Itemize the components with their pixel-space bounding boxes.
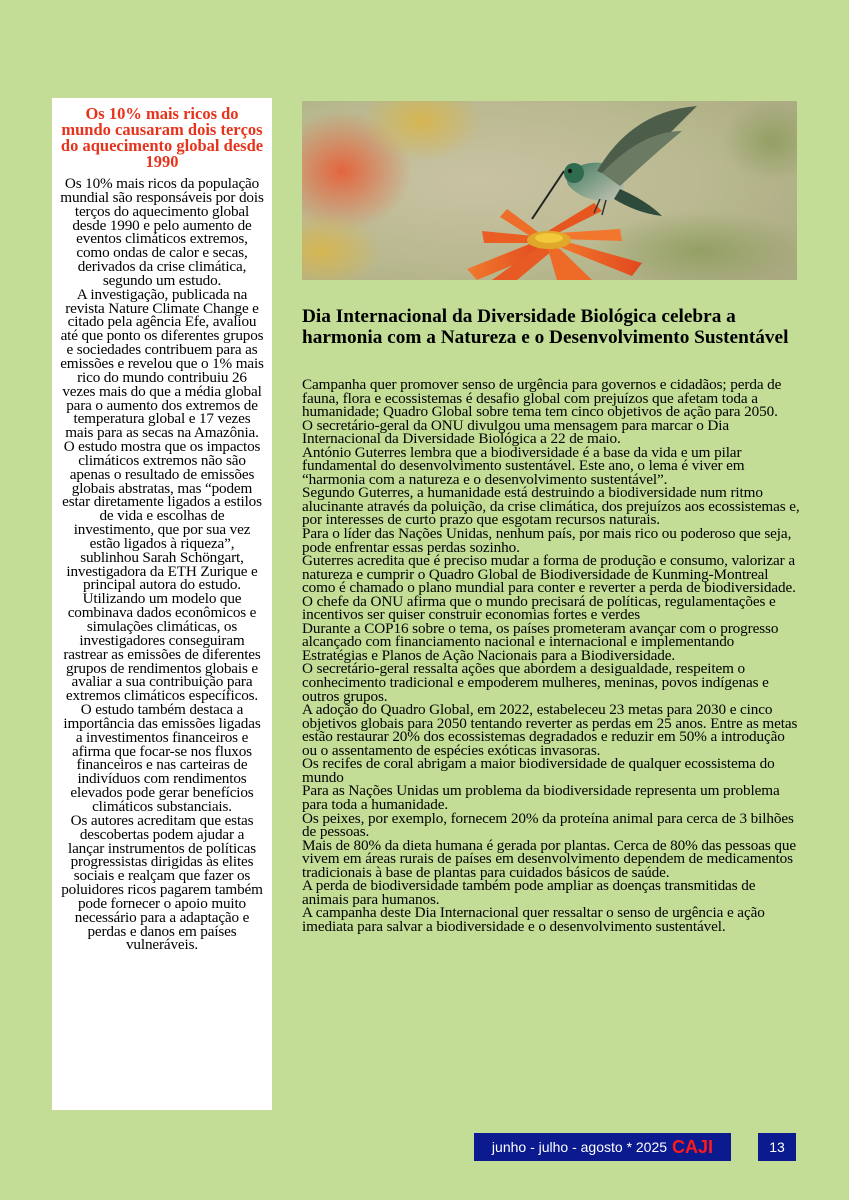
hummingbird-photo: [302, 101, 797, 280]
article-paragraph: Campanha quer promover senso de urgência para governos e cidadãos; perda de fauna, flora e ecossistemas é desafio global com prejuízos que afetam toda a humanidade; Quadro Global sobre tema tem cinco objetivos de ação para 2050.: [302, 378, 782, 421]
sidebar-body: [60, 177, 264, 952]
article-paragraph: Segundo Guterres, a humanidade está destruindo a biodiversidade num ritmo alucinante através da poluição, da crise climática, dos prejuízos aos ecossistemas e, por interesses de curto prazo que esgotam recursos naturais.: [302, 484, 800, 529]
footer-issue-date: junho - julho - agosto * 2025: [491, 1139, 668, 1155]
article-paragraph: Mais de 80% da dieta humana é gerada por plantas. Cerca de 80% das pessoas que vivem em áreas rurais de países em desenvolvimento dependem de medicamentos tradicionais à base de plantas para cuidados básicos de saúde.: [302, 836, 797, 881]
article-body: [302, 378, 800, 1103]
sidebar-paragraph: Utilizando um modelo que combinava dados econômicos e simulações climáticas, os investigadores conseguiram rastrear as emissões de diferentes grupos de rendimentos globais e avaliar a sua contribuição para extremos climáticos específicos.: [63, 590, 261, 705]
sidebar-paragraph: O estudo também destaca a importância das emissões ligadas a investimentos financeiros e afirma que focar-se nos fluxos financeiros e nas carteiras de indivíduos com rendimentos elevados pode gerar benefícios climáticos substanciais.: [63, 701, 261, 815]
article-paragraph: A campanha deste Dia Internacional quer ressaltar o senso de urgência e ação imediata para salvar a biodiversidade e o desenvolvimento sustentável.: [302, 904, 765, 935]
article-paragraph: Durante a COP16 sobre o tema, os países prometeram avançar com o progresso alcançado com financiamento nacional e internacional e implementando Estratégias e Planos de Ação Nacionais para a Biodiversidade.: [302, 619, 779, 664]
article-paragraph: Para as Nações Unidas um problema da biodiversidade representa um problema para toda a humanidade.: [302, 782, 780, 813]
sidebar-paragraph: Os autores acreditam que estas descobertas podem ajudar a lançar instrumentos de políticas progressistas dirigidas às elites sociais e realçam que fazer os poluidores ricos pagarem também pode fornecer o apoio muito necessário para a adaptação e perdas e danos em países vulneráveis.: [61, 811, 263, 954]
hummingbird-illustration: [302, 101, 797, 280]
page-number: 13: [758, 1133, 796, 1161]
footer-brand: CAJI: [672, 1136, 714, 1157]
sidebar-paragraph: Os 10% mais ricos da população mundial são responsáveis por dois terços do aquecimento global desde 1990 e pelo aumento de eventos climáticos extremos, como ondas de calor e secas, derivados da crise climática, segundo um estudo.: [60, 175, 264, 289]
article-paragraph: António Guterres lembra que a biodiversidade é a base da vida e um pilar fundamental do desenvolvimento sustentável. Este ano, o lema é viver em “harmonia com a natureza e o desenvolvimento sustentável”.: [302, 443, 745, 488]
article-paragraph: Guterres acredita que é preciso mudar a forma de produção e consumo, valorizar a natureza e cumprir o Quadro Global de Biodiversidade de Kunming-Montreal como é chamado o plano mundial para conter e reverter a perda de biodiversidade.: [302, 552, 796, 597]
article-headline: Dia Internacional da Diversidade Biológica celebra a harmonia com a Natureza e o Desenvolvimento Sustentável: [302, 306, 789, 348]
article-paragraph: O chefe da ONU afirma que o mundo precisará de políticas, regulamentações e incentivos ser quiser construir economias fortes e verdes: [302, 592, 776, 624]
sidebar-paragraph: O estudo mostra que os impactos climáticos extremos não são apenas o resultado de emissões globais abstratas, mas “podem estar diretamente ligados a estilos de vida e escolhas de investimento, que por sua vez estão ligados à riqueza”, sublinhou Sarah Schöngart, investigadora da ETH Zurique e principal autora do estudo.: [62, 438, 262, 594]
article-paragraph: O secretário-geral da ONU divulgou uma mensagem para marcar o Dia Internacional da Diversidade Biológica a 22 de maio.: [302, 416, 730, 448]
sidebar-paragraph: A investigação, publicada na revista Nature Climate Change e citado pela agência Efe, avaliou até que ponto os diferentes grupos e sociedades contribuem para as emissões e revelou que o 1% mais rico do mundo contribuiu 26 vezes mais do que a média global para o aumento dos extremos de temperatura global e 17 vezes mais para as secas na Amazônia.: [60, 285, 264, 442]
sidebar-article: [52, 98, 272, 1110]
article-paragraph: Para o líder das Nações Unidas, nenhum país, por mais rico ou poderoso que seja, pode enfrentar essas perdas sozinho.: [302, 525, 792, 556]
sidebar-title: Os 10% mais ricos do mundo causaram dois terços do aquecimento global desde 1990: [60, 104, 264, 171]
footer-issue-box: [474, 1133, 731, 1161]
article-paragraph: Os recifes de coral abrigam a maior biodiversidade de qualquer ecossistema do mundo: [302, 755, 775, 786]
article-paragraph: A perda de biodiversidade também pode ampliar as doenças transmitidas de animais para humanos.: [302, 877, 756, 908]
article-paragraph: A adoção do Quadro Global, em 2022, estabeleceu 23 metas para 2030 e cinco objetivos globais para 2050 tentando reverter as perdas em 25 anos. Entre as metas estão restaurar 20% dos ecossistemas degradados e reduzir em 50% a introdução ou o assentamento de espécies exóticas invasoras.: [302, 701, 798, 759]
article-paragraph: Os peixes, por exemplo, fornecem 20% da proteína animal para cerca de 3 bilhões de pessoas.: [302, 809, 794, 841]
article-paragraph: O secretário-geral ressalta ações que abordem a desigualdade, respeitem o conhecimento tradicional e empoderem mulheres, meninas, povos indígenas e outros grupos.: [302, 660, 769, 705]
